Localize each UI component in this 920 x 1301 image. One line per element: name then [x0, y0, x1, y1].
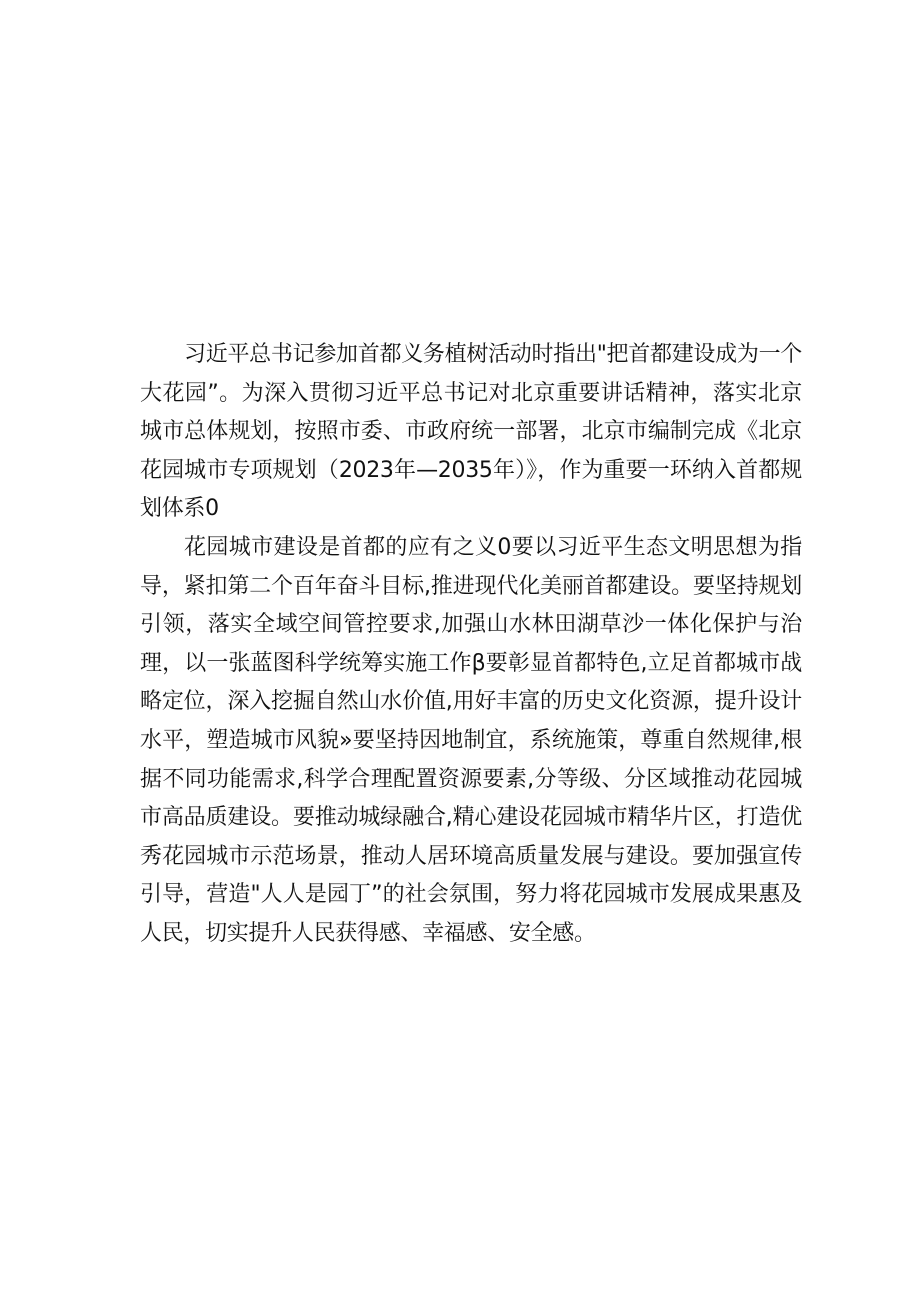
paragraph-intro: 习近平总书记参加首都义务植树活动时指出"把首都建设成为一个大花园”。为深入贯彻习近平总书记对北京重要讲话精神，落实北京城市总体规划，按照市委、市政府统一部署，北京市编制完成《北京花园城市专项规划（2023年—2035年）》，作为重要一环纳入首都规划体系0: [140, 342, 802, 522]
document-body: [140, 336, 802, 954]
paragraph-main: 花园城市建设是首都的应有之义0要以习近平生态文明思想为指导，紧扣第二个百年奋斗目标,推进现代化美丽首都建设。要坚持规划引领，落实全域空间管控要求,加强山水林田湖草沙一体化保护与治理，以一张蓝图科学统筹实施工作β要彰显首都特色,立足首都城市战略定位，深入挖掘自然山水价值,用好丰富的历史文化资源，提升设计水平，塑造城市风貌»要坚持因地制宜，系统施策，尊重自然规律,根据不同功能需求,科学合理配置资源要素,分等级、分区域推动花园城市高品质建设。要推动城绿融合,精心建设花园城市精华片区，打造优秀花园城市示范场景，推动人居环境高质量发展与建设。要加强宣传引导，营造"人人是园丁”的社会氛围，努力将花园城市发展成果惠及人民，切实提升人民获得感、幸福感、安全感。: [140, 534, 802, 946]
